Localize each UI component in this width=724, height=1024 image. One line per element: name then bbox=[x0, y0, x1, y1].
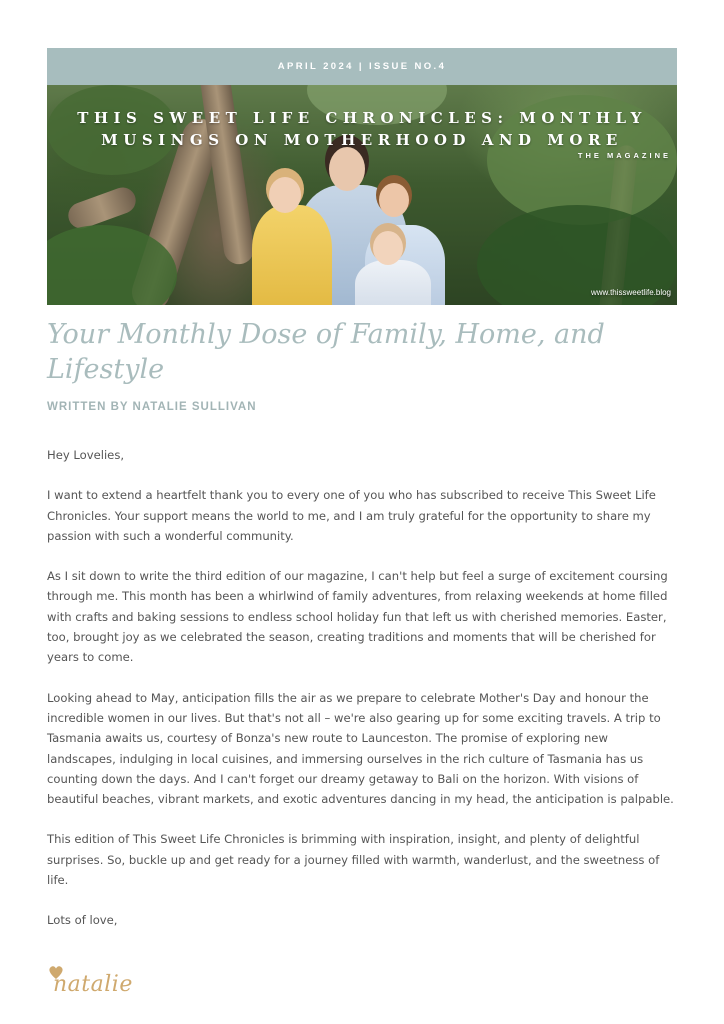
issue-banner bbox=[47, 48, 677, 85]
greeting: Hey Lovelies, bbox=[47, 448, 125, 462]
paragraph: This edition of This Sweet Life Chronicles is brimming with inspiration, insight, and plenty of delightful surprises. So, buckle up and get ready for a journey filled with warmth, wanderlust, and the sweetness of life. bbox=[47, 832, 660, 888]
signoff: Lots of love, bbox=[47, 913, 118, 928]
child-figure bbox=[355, 260, 431, 305]
magazine-title bbox=[47, 107, 677, 151]
boy-head bbox=[379, 183, 409, 217]
paragraph: Looking ahead to May, anticipation fills the air as we prepare to celebrate Mother's Day and honour the incredible women in our lives. But that's not all – we're also gearing up for some exciting travels. A trip to Tasmania awaits us, courtesy of Bonza's new route to Launceston. The promise of exploring new landscapes, indulging in local cuisines, and immersing ourselves in the rich culture of Tasmania has us counting down the days. And I can't forget our dreamy getaway to Bali on the horizon. With visions of beautiful beaches, vibrant markets, and exotic adventures dancing in my head, the anticipation is palpable. bbox=[47, 690, 674, 807]
website-url: www.thissweetlife.blog bbox=[590, 288, 671, 297]
issue-line: APRIL 2024 | ISSUE NO.4 bbox=[277, 61, 447, 72]
child-head bbox=[373, 231, 403, 265]
magazine-title-line2: MUSINGS ON MOTHERHOOD AND MORE bbox=[101, 131, 623, 149]
article-byline: WRITTEN BY NATALIE SULLIVAN bbox=[47, 401, 257, 413]
mother-head bbox=[329, 147, 365, 191]
newsletter-page bbox=[47, 48, 677, 951]
paragraph: I want to extend a heartfelt thank you to every one of you who has subscribed to receive This Sweet Life Chronicles. Your support means the world to me, and I am truly grateful for the opportunity to share my passion with such a wonderful community. bbox=[47, 488, 656, 543]
signature: natalie bbox=[53, 972, 133, 997]
girl-figure bbox=[252, 205, 332, 305]
paragraph: As I sit down to write the third edition of our magazine, I can't help but feel a surge of excitement coursing through me. This month has been a whirlwind of family adventures, from relaxing weekends at home filled with crafts and baking sessions to endless school holiday fun that left us with cherished memories. Easter, too, brought joy as we celebrated the season, creating traditions and moments that will be cherished for years to come. bbox=[47, 569, 668, 665]
magazine-subtitle: THE MAGAZINE bbox=[577, 151, 671, 160]
article-body bbox=[47, 445, 679, 931]
article-headline: Your Monthly Dose of Family, Home, and Lifestyle bbox=[47, 319, 605, 385]
magazine-title-line1: THIS SWEET LIFE CHRONICLES: MONTHLY bbox=[77, 109, 647, 127]
girl-head bbox=[269, 177, 301, 213]
hero-image bbox=[47, 85, 677, 305]
